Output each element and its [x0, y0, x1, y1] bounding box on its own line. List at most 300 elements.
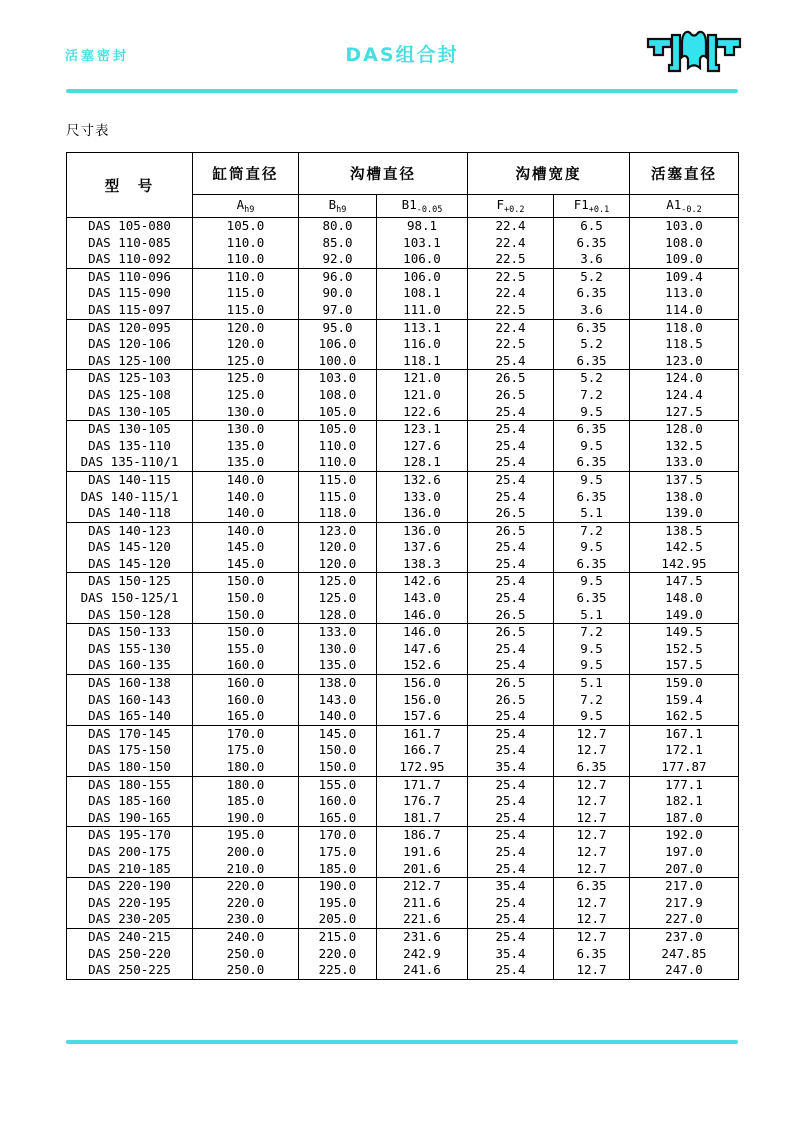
page-title: DAS组合封 [345, 44, 459, 66]
value-cell: 159.0 [630, 675, 739, 692]
value-cell: 186.7 [377, 827, 468, 844]
value-cell: 165.0 [193, 708, 299, 725]
table-row [67, 657, 739, 674]
value-cell: 25.4 [468, 590, 554, 607]
value-cell: 130.0 [299, 641, 377, 658]
value-cell: 212.7 [377, 878, 468, 895]
value-cell: 6.35 [554, 319, 630, 336]
value-cell: 220.0 [193, 895, 299, 912]
value-cell: 22.5 [468, 336, 554, 353]
value-cell: 105.0 [299, 421, 377, 438]
sub-header-cell: $B_{h9}$ [299, 195, 377, 218]
value-cell: 103.0 [630, 218, 739, 235]
value-cell: 25.4 [468, 471, 554, 488]
value-cell: 160.0 [193, 675, 299, 692]
value-cell: 26.5 [468, 370, 554, 387]
model-cell: DAS 140-115 [67, 471, 193, 488]
value-cell: 150.0 [193, 607, 299, 624]
table-row [67, 742, 739, 759]
value-cell: 120.0 [193, 336, 299, 353]
value-cell: 138.0 [299, 675, 377, 692]
value-cell: 160.0 [193, 657, 299, 674]
table-row [67, 421, 739, 438]
value-cell: 150.0 [193, 573, 299, 590]
value-cell: 133.0 [299, 624, 377, 641]
value-cell: 172.95 [377, 759, 468, 776]
table-row [67, 218, 739, 235]
table-row [67, 302, 739, 319]
value-cell: 185.0 [299, 861, 377, 878]
model-cell: DAS 190-165 [67, 810, 193, 827]
value-cell: 157.6 [377, 708, 468, 725]
value-cell: 139.0 [630, 505, 739, 522]
value-cell: 12.7 [554, 827, 630, 844]
table-header-row [67, 153, 739, 195]
value-cell: 12.7 [554, 844, 630, 861]
value-cell: 192.0 [630, 827, 739, 844]
value-cell: 156.0 [377, 675, 468, 692]
table-row [67, 692, 739, 709]
model-cell: DAS 115-090 [67, 285, 193, 302]
table-row [67, 539, 739, 556]
value-cell: 140.0 [193, 522, 299, 539]
value-cell: 12.7 [554, 810, 630, 827]
value-cell: 25.4 [468, 438, 554, 455]
value-cell: 162.5 [630, 708, 739, 725]
value-cell: 128.1 [377, 454, 468, 471]
table-row [67, 489, 739, 506]
model-cell: DAS 140-123 [67, 522, 193, 539]
value-cell: 142.5 [630, 539, 739, 556]
model-cell: DAS 145-120 [67, 539, 193, 556]
value-cell: 105.0 [299, 404, 377, 421]
model-cell: DAS 135-110/1 [67, 454, 193, 471]
footer-divider-rule [66, 1040, 738, 1044]
model-cell: DAS 250-225 [67, 962, 193, 979]
value-cell: 7.2 [554, 522, 630, 539]
model-cell: DAS 155-130 [67, 641, 193, 658]
value-cell: 145.0 [193, 556, 299, 573]
value-cell: 171.7 [377, 776, 468, 793]
table-row [67, 454, 739, 471]
value-cell: 9.5 [554, 708, 630, 725]
value-cell: 6.35 [554, 353, 630, 370]
value-cell: 121.0 [377, 387, 468, 404]
value-cell: 113.1 [377, 319, 468, 336]
value-cell: 201.6 [377, 861, 468, 878]
value-cell: 138.0 [630, 489, 739, 506]
value-cell: 132.6 [377, 471, 468, 488]
value-cell: 118.1 [377, 353, 468, 370]
value-cell: 9.5 [554, 404, 630, 421]
value-cell: 197.0 [630, 844, 739, 861]
table-row [67, 725, 739, 742]
value-cell: 110.0 [193, 235, 299, 252]
model-cell: DAS 230-205 [67, 911, 193, 928]
model-cell: DAS 105-080 [67, 218, 193, 235]
value-cell: 142.95 [630, 556, 739, 573]
value-cell: 35.4 [468, 759, 554, 776]
value-cell: 182.1 [630, 793, 739, 810]
value-cell: 146.0 [377, 607, 468, 624]
value-cell: 123.1 [377, 421, 468, 438]
model-cell: DAS 170-145 [67, 725, 193, 742]
value-cell: 97.0 [299, 302, 377, 319]
table-row [67, 759, 739, 776]
value-cell: 136.0 [377, 505, 468, 522]
table-row [67, 505, 739, 522]
sub-header-cell: $A1_{-0.2}$ [630, 195, 739, 218]
value-cell: 109.0 [630, 251, 739, 268]
value-cell: 217.0 [630, 878, 739, 895]
value-cell: 22.5 [468, 251, 554, 268]
value-cell: 12.7 [554, 962, 630, 979]
value-cell: 128.0 [299, 607, 377, 624]
value-cell: 3.6 [554, 302, 630, 319]
table-row [67, 235, 739, 252]
value-cell: 25.4 [468, 725, 554, 742]
value-cell: 120.0 [299, 556, 377, 573]
model-cell: DAS 200-175 [67, 844, 193, 861]
value-cell: 138.3 [377, 556, 468, 573]
value-cell: 143.0 [377, 590, 468, 607]
value-cell: 210.0 [193, 861, 299, 878]
value-cell: 5.1 [554, 607, 630, 624]
value-cell: 237.0 [630, 928, 739, 945]
value-cell: 205.0 [299, 911, 377, 928]
value-cell: 140.0 [193, 505, 299, 522]
value-cell: 137.6 [377, 539, 468, 556]
value-cell: 191.6 [377, 844, 468, 861]
value-cell: 22.5 [468, 268, 554, 285]
value-cell: 152.6 [377, 657, 468, 674]
value-cell: 6.35 [554, 285, 630, 302]
value-cell: 26.5 [468, 624, 554, 641]
col-header-model: 型 号 [67, 153, 193, 218]
model-cell: DAS 140-118 [67, 505, 193, 522]
value-cell: 155.0 [299, 776, 377, 793]
value-cell: 25.4 [468, 962, 554, 979]
model-cell: DAS 125-108 [67, 387, 193, 404]
value-cell: 12.7 [554, 793, 630, 810]
value-cell: 148.0 [630, 590, 739, 607]
value-cell: 80.0 [299, 218, 377, 235]
value-cell: 3.6 [554, 251, 630, 268]
value-cell: 195.0 [193, 827, 299, 844]
value-cell: 26.5 [468, 692, 554, 709]
model-cell: DAS 115-097 [67, 302, 193, 319]
model-cell: DAS 180-155 [67, 776, 193, 793]
value-cell: 118.0 [630, 319, 739, 336]
value-cell: 227.0 [630, 911, 739, 928]
value-cell: 150.0 [193, 590, 299, 607]
table-row [67, 268, 739, 285]
model-cell: DAS 125-100 [67, 353, 193, 370]
value-cell: 22.5 [468, 302, 554, 319]
value-cell: 26.5 [468, 675, 554, 692]
table-row [67, 573, 739, 590]
value-cell: 110.0 [193, 251, 299, 268]
table-row [67, 404, 739, 421]
table-row [67, 471, 739, 488]
value-cell: 98.1 [377, 218, 468, 235]
value-cell: 124.0 [630, 370, 739, 387]
value-cell: 115.0 [299, 471, 377, 488]
value-cell: 12.7 [554, 776, 630, 793]
value-cell: 115.0 [299, 489, 377, 506]
value-cell: 25.4 [468, 641, 554, 658]
value-cell: 95.0 [299, 319, 377, 336]
value-cell: 96.0 [299, 268, 377, 285]
value-cell: 160.0 [299, 793, 377, 810]
model-cell: DAS 220-190 [67, 878, 193, 895]
model-cell: DAS 240-215 [67, 928, 193, 945]
value-cell: 114.0 [630, 302, 739, 319]
value-cell: 240.0 [193, 928, 299, 945]
value-cell: 6.35 [554, 878, 630, 895]
value-cell: 231.6 [377, 928, 468, 945]
model-cell: DAS 160-135 [67, 657, 193, 674]
sub-header-cell: $A_{h9}$ [193, 195, 299, 218]
model-cell: DAS 160-143 [67, 692, 193, 709]
value-cell: 105.0 [193, 218, 299, 235]
value-cell: 241.6 [377, 962, 468, 979]
table-row [67, 387, 739, 404]
value-cell: 106.0 [299, 336, 377, 353]
sub-header-cell: $F1_{+0.1}$ [554, 195, 630, 218]
value-cell: 133.0 [630, 454, 739, 471]
value-cell: 220.0 [193, 878, 299, 895]
value-cell: 145.0 [193, 539, 299, 556]
table-row [67, 624, 739, 641]
table-row [67, 438, 739, 455]
value-cell: 115.0 [193, 285, 299, 302]
value-cell: 177.1 [630, 776, 739, 793]
value-cell: 172.1 [630, 742, 739, 759]
sub-header-cell: $F_{+0.2}$ [468, 195, 554, 218]
value-cell: 190.0 [193, 810, 299, 827]
value-cell: 124.4 [630, 387, 739, 404]
value-cell: 9.5 [554, 573, 630, 590]
model-cell: DAS 150-125 [67, 573, 193, 590]
value-cell: 12.7 [554, 911, 630, 928]
value-cell: 230.0 [193, 911, 299, 928]
value-cell: 7.2 [554, 624, 630, 641]
model-cell: DAS 110-096 [67, 268, 193, 285]
value-cell: 146.0 [377, 624, 468, 641]
value-cell: 12.7 [554, 895, 630, 912]
value-cell: 5.2 [554, 336, 630, 353]
value-cell: 166.7 [377, 742, 468, 759]
value-cell: 25.4 [468, 895, 554, 912]
value-cell: 185.0 [193, 793, 299, 810]
value-cell: 118.0 [299, 505, 377, 522]
value-cell: 26.5 [468, 607, 554, 624]
value-cell: 242.9 [377, 946, 468, 963]
value-cell: 167.1 [630, 725, 739, 742]
value-cell: 25.4 [468, 708, 554, 725]
value-cell: 247.0 [630, 962, 739, 979]
value-cell: 9.5 [554, 539, 630, 556]
value-cell: 247.85 [630, 946, 739, 963]
value-cell: 135.0 [193, 438, 299, 455]
value-cell: 250.0 [193, 962, 299, 979]
value-cell: 170.0 [299, 827, 377, 844]
value-cell: 110.0 [299, 438, 377, 455]
model-cell: DAS 250-220 [67, 946, 193, 963]
sub-header-cell: $B1_{-0.05}$ [377, 195, 468, 218]
table-row [67, 336, 739, 353]
value-cell: 5.2 [554, 268, 630, 285]
value-cell: 142.6 [377, 573, 468, 590]
value-cell: 150.0 [193, 624, 299, 641]
value-cell: 156.0 [377, 692, 468, 709]
value-cell: 26.5 [468, 522, 554, 539]
value-cell: 25.4 [468, 928, 554, 945]
value-cell: 177.87 [630, 759, 739, 776]
value-cell: 125.0 [193, 387, 299, 404]
value-cell: 108.0 [630, 235, 739, 252]
value-cell: 12.7 [554, 725, 630, 742]
value-cell: 116.0 [377, 336, 468, 353]
value-cell: 12.7 [554, 928, 630, 945]
value-cell: 190.0 [299, 878, 377, 895]
model-cell: DAS 150-125/1 [67, 590, 193, 607]
value-cell: 25.4 [468, 573, 554, 590]
value-cell: 130.0 [193, 421, 299, 438]
value-cell: 211.6 [377, 895, 468, 912]
value-cell: 128.0 [630, 421, 739, 438]
header-category-label: 活塞密封 [65, 49, 130, 64]
value-cell: 90.0 [299, 285, 377, 302]
value-cell: 12.7 [554, 742, 630, 759]
value-cell: 118.5 [630, 336, 739, 353]
value-cell: 12.7 [554, 861, 630, 878]
table-row [67, 675, 739, 692]
model-cell: DAS 130-105 [67, 421, 193, 438]
value-cell: 22.4 [468, 235, 554, 252]
value-cell: 25.4 [468, 556, 554, 573]
model-cell: DAS 210-185 [67, 861, 193, 878]
seal-cross-section-icon [646, 26, 742, 83]
value-cell: 170.0 [193, 725, 299, 742]
value-cell: 180.0 [193, 759, 299, 776]
value-cell: 121.0 [377, 370, 468, 387]
value-cell: 22.4 [468, 319, 554, 336]
model-cell: DAS 220-195 [67, 895, 193, 912]
table-row [67, 878, 739, 895]
table-row [67, 776, 739, 793]
value-cell: 138.5 [630, 522, 739, 539]
table-row [67, 861, 739, 878]
table-row [67, 928, 739, 945]
value-cell: 225.0 [299, 962, 377, 979]
value-cell: 25.4 [468, 911, 554, 928]
value-cell: 25.4 [468, 810, 554, 827]
value-cell: 125.0 [299, 590, 377, 607]
value-cell: 25.4 [468, 539, 554, 556]
model-cell: DAS 135-110 [67, 438, 193, 455]
model-cell: DAS 110-092 [67, 251, 193, 268]
value-cell: 165.0 [299, 810, 377, 827]
value-cell: 25.4 [468, 861, 554, 878]
value-cell: 6.35 [554, 489, 630, 506]
value-cell: 9.5 [554, 471, 630, 488]
model-cell: DAS 120-095 [67, 319, 193, 336]
value-cell: 5.2 [554, 370, 630, 387]
table-row [67, 946, 739, 963]
value-cell: 6.35 [554, 556, 630, 573]
table-row [67, 590, 739, 607]
value-cell: 250.0 [193, 946, 299, 963]
value-cell: 133.0 [377, 489, 468, 506]
value-cell: 7.2 [554, 692, 630, 709]
value-cell: 109.4 [630, 268, 739, 285]
model-cell: DAS 125-103 [67, 370, 193, 387]
value-cell: 181.7 [377, 810, 468, 827]
table-row [67, 607, 739, 624]
value-cell: 150.0 [299, 759, 377, 776]
value-cell: 111.0 [377, 302, 468, 319]
value-cell: 115.0 [193, 302, 299, 319]
table-row [67, 844, 739, 861]
value-cell: 123.0 [299, 522, 377, 539]
value-cell: 25.4 [468, 776, 554, 793]
value-cell: 147.6 [377, 641, 468, 658]
value-cell: 6.35 [554, 454, 630, 471]
value-cell: 195.0 [299, 895, 377, 912]
value-cell: 25.4 [468, 742, 554, 759]
table-row [67, 810, 739, 827]
value-cell: 6.5 [554, 218, 630, 235]
value-cell: 6.35 [554, 235, 630, 252]
col-header-piston-diameter: 活塞直径 [630, 153, 739, 195]
value-cell: 122.6 [377, 404, 468, 421]
col-header-groove-width: 沟槽宽度 [468, 153, 630, 195]
value-cell: 9.5 [554, 641, 630, 658]
value-cell: 175.0 [193, 742, 299, 759]
value-cell: 160.0 [193, 692, 299, 709]
value-cell: 161.7 [377, 725, 468, 742]
value-cell: 159.4 [630, 692, 739, 709]
value-cell: 176.7 [377, 793, 468, 810]
model-cell: DAS 185-160 [67, 793, 193, 810]
model-cell: DAS 175-150 [67, 742, 193, 759]
value-cell: 127.6 [377, 438, 468, 455]
table-row [67, 522, 739, 539]
value-cell: 149.0 [630, 607, 739, 624]
table-row [67, 962, 739, 979]
model-cell: DAS 145-120 [67, 556, 193, 573]
value-cell: 147.5 [630, 573, 739, 590]
model-cell: DAS 150-128 [67, 607, 193, 624]
value-cell: 132.5 [630, 438, 739, 455]
value-cell: 6.35 [554, 946, 630, 963]
value-cell: 135.0 [193, 454, 299, 471]
value-cell: 25.4 [468, 657, 554, 674]
value-cell: 175.0 [299, 844, 377, 861]
value-cell: 106.0 [377, 251, 468, 268]
value-cell: 103.1 [377, 235, 468, 252]
value-cell: 149.5 [630, 624, 739, 641]
value-cell: 103.0 [299, 370, 377, 387]
value-cell: 100.0 [299, 353, 377, 370]
value-cell: 135.0 [299, 657, 377, 674]
value-cell: 25.4 [468, 353, 554, 370]
table-row [67, 641, 739, 658]
value-cell: 123.0 [630, 353, 739, 370]
col-header-cylinder-diameter: 缸筒直径 [193, 153, 299, 195]
